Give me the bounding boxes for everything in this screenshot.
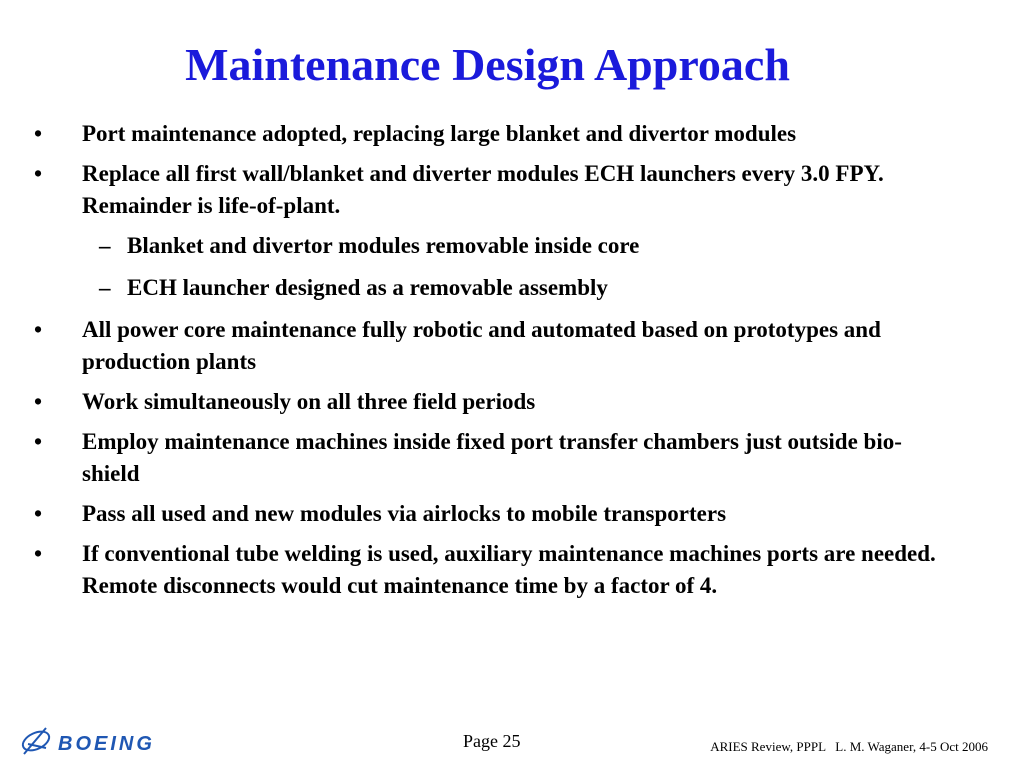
boeing-logo-icon <box>16 722 186 760</box>
sub-bullet-marker: – <box>99 275 111 300</box>
slide-title: Maintenance Design Approach <box>185 39 790 90</box>
sub-bullet-text: ECH launcher designed as a removable assembly <box>127 275 608 300</box>
bullet-text: Port maintenance adopted, replacing large blanket and divertor modules <box>82 121 797 146</box>
bullet-text: Replace all first wall/blanket and diverter modules ECH launchers every 3.0 FPY. Remainder is life-of-plant. <box>82 161 884 218</box>
bullet-marker: • <box>34 501 43 526</box>
bullet-item <box>0 158 952 222</box>
bullet-item <box>0 386 952 418</box>
bullet-marker: • <box>34 121 43 146</box>
sub-bullet-item <box>0 230 947 262</box>
bullet-item <box>0 426 952 490</box>
bullet-item <box>0 538 952 602</box>
bullet-item <box>0 118 952 150</box>
bullet-text: Employ maintenance machines inside fixed port transfer chambers just outside bio-shield <box>82 429 902 486</box>
bullet-item <box>0 314 952 378</box>
bullet-text: Work simultaneously on all three field periods <box>82 389 536 414</box>
sub-bullet-text: Blanket and divertor modules removable inside core <box>127 233 640 258</box>
bullet-list <box>0 118 1024 610</box>
bullet-marker: • <box>34 429 43 454</box>
sub-bullet-marker: – <box>99 233 111 258</box>
sub-bullet-item <box>0 272 947 304</box>
bullet-marker: • <box>34 541 43 566</box>
bullet-text: If conventional tube welding is used, auxiliary maintenance machines ports are needed. Remote disconnects would cut maintenance time by a factor of 4. <box>82 541 936 598</box>
bullet-text: Pass all used and new modules via airlocks to mobile transporters <box>82 501 727 526</box>
bullet-marker: • <box>34 161 43 186</box>
bullet-marker: • <box>34 389 43 414</box>
bullet-item <box>0 498 952 530</box>
footer-credit: ARIES Review, PPPL L. M. Waganer, 4-5 Oct 2006 <box>710 739 988 754</box>
boeing-logo <box>16 722 186 760</box>
bullet-marker: • <box>34 317 43 342</box>
bullet-text: All power core maintenance fully robotic and automated based on prototypes and production plants <box>82 317 881 374</box>
page-number: Page 25 <box>463 731 521 751</box>
logo-text: BOEING <box>58 733 155 755</box>
